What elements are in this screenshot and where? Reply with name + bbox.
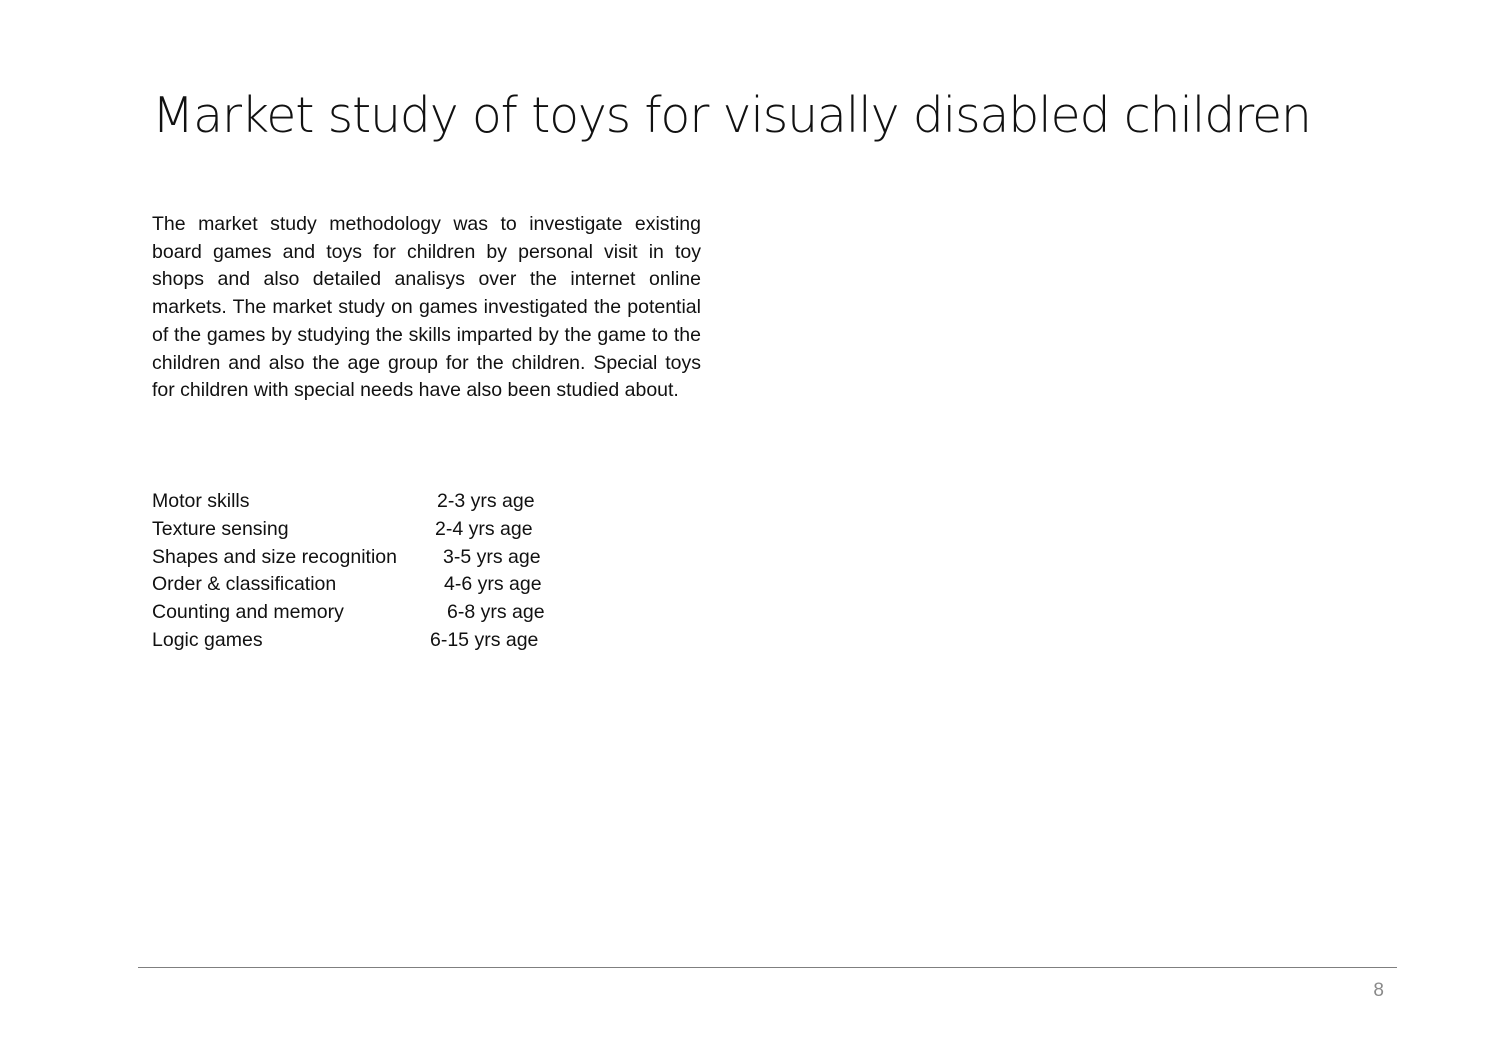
- age-range: 6-15 yrs age: [430, 628, 539, 651]
- skill-name: Order & classification: [152, 573, 337, 596]
- skill-name: Shapes and size recognition: [152, 545, 397, 568]
- age-range: 6-8 yrs age: [447, 601, 545, 624]
- skill-name: Counting and memory: [152, 601, 344, 624]
- age-range: 2-4 yrs age: [435, 517, 533, 540]
- skill-name: Motor skills: [152, 490, 250, 512]
- skill-name: Texture sensing: [152, 517, 289, 540]
- page-number: 8: [1373, 980, 1384, 1001]
- age-range: 4-6 yrs age: [444, 573, 542, 596]
- page-title: Market study of toys for visually disabled children: [152, 87, 1311, 144]
- age-range: 3-5 yrs age: [443, 545, 541, 568]
- footer-divider: [138, 967, 1397, 968]
- intro-paragraph: The market study methodology was to investigate existing board games and toys for children by personal visit in toy shops and also detailed analisys over the internet online markets. The market study on games investigated the potential of the games by studying the skills imparted by the game to the children and also the age group for the children. Special toys for children with special needs have also been studied about.: [152, 213, 701, 402]
- skill-name: Logic games: [152, 628, 263, 651]
- age-range: 2-3 yrs age: [437, 490, 535, 512]
